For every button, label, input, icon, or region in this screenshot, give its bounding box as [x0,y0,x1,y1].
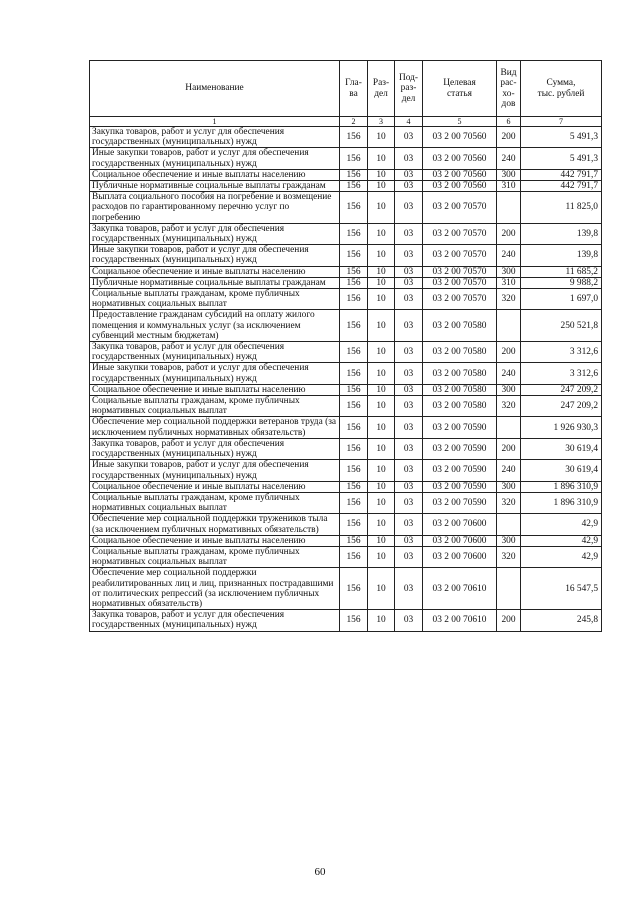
row-target-article: 03 2 00 70580 [423,363,497,384]
row-podrazdel: 03 [395,535,423,546]
col-number: 5 [423,117,497,127]
page-number: 60 [314,866,326,878]
row-target-article: 03 2 00 70580 [423,310,497,342]
row-sum: 5 491,3 [521,148,602,169]
row-vid: 300 [497,481,521,492]
row-razdel: 10 [368,310,395,342]
row-sum: 42,9 [521,514,602,535]
table-row [90,192,602,224]
row-podrazdel: 03 [395,568,423,610]
table-header-row [90,61,602,117]
table-row [90,417,602,438]
row-name: Закупка товаров, работ и услуг для обеспечения государственных (муниципальных) нужд [90,127,340,148]
row-sum: 247 209,2 [521,384,602,395]
row-target-article: 03 2 00 70560 [423,148,497,169]
table-row [90,514,602,535]
row-podrazdel: 03 [395,396,423,417]
row-vid: 300 [497,169,521,180]
row-target-article: 03 2 00 70560 [423,127,497,148]
row-target-article: 03 2 00 70570 [423,192,497,224]
row-podrazdel: 03 [395,363,423,384]
row-razdel: 10 [368,568,395,610]
row-target-article: 03 2 00 70610 [423,610,497,631]
row-glava: 156 [340,460,368,481]
row-name: Обеспечение мер социальной поддержки реабилитированных лиц и лиц, признанных пострадавшими от политических репрессий (за исключением публичных нормативных обязательств) [90,568,340,610]
row-name: Закупка товаров, работ и услуг для обеспечения государственных (муниципальных) нужд [90,438,340,459]
row-razdel: 10 [368,514,395,535]
row-glava: 156 [340,223,368,244]
row-razdel: 10 [368,396,395,417]
row-glava: 156 [340,492,368,513]
row-sum: 11 825,0 [521,192,602,224]
row-target-article: 03 2 00 70590 [423,417,497,438]
row-razdel: 10 [368,223,395,244]
row-glava: 156 [340,148,368,169]
row-glava: 156 [340,396,368,417]
row-sum: 5 491,3 [521,127,602,148]
row-name: Иные закупки товаров, работ и услуг для обеспечения государственных (муниципальных) нужд [90,460,340,481]
row-razdel: 10 [368,148,395,169]
row-podrazdel: 03 [395,384,423,395]
table-row [90,148,602,169]
row-target-article: 03 2 00 70580 [423,342,497,363]
row-target-article: 03 2 00 70590 [423,492,497,513]
row-razdel: 10 [368,342,395,363]
row-sum: 1 697,0 [521,289,602,310]
col-number: 1 [90,117,340,127]
row-podrazdel: 03 [395,223,423,244]
row-vid: 240 [497,245,521,266]
row-name: Закупка товаров, работ и услуг для обеспечения государственных (муниципальных) нужд [90,610,340,631]
col-header-target: Целевая статья [423,61,497,117]
col-number: 2 [340,117,368,127]
row-target-article: 03 2 00 70570 [423,266,497,277]
row-target-article: 03 2 00 70590 [423,481,497,492]
row-name: Социальное обеспечение и иные выплаты населению [90,481,340,492]
row-glava: 156 [340,277,368,288]
col-number: 7 [521,117,602,127]
row-razdel: 10 [368,546,395,567]
row-sum: 139,8 [521,245,602,266]
row-target-article: 03 2 00 70580 [423,396,497,417]
row-sum: 3 312,6 [521,342,602,363]
row-name: Социальное обеспечение и иные выплаты населению [90,384,340,395]
row-glava: 156 [340,266,368,277]
row-glava: 156 [340,438,368,459]
col-header-razdel: Раз- дел [368,61,395,117]
row-podrazdel: 03 [395,438,423,459]
row-sum: 245,8 [521,610,602,631]
table-row [90,310,602,342]
row-vid: 320 [497,492,521,513]
row-podrazdel: 03 [395,610,423,631]
row-sum: 42,9 [521,546,602,567]
row-sum: 1 896 310,9 [521,481,602,492]
row-podrazdel: 03 [395,169,423,180]
column-number-row [90,117,602,127]
row-vid [497,514,521,535]
row-razdel: 10 [368,169,395,180]
row-name: Обеспечение мер социальной поддержки ветеранов труда (за исключением публичных нормативных обязательств) [90,417,340,438]
table-row [90,266,602,277]
row-sum: 11 685,2 [521,266,602,277]
row-glava: 156 [340,514,368,535]
row-razdel: 10 [368,438,395,459]
row-vid: 300 [497,535,521,546]
row-name: Социальные выплаты гражданам, кроме публичных нормативных социальных выплат [90,546,340,567]
row-name: Закупка товаров, работ и услуг для обеспечения государственных (муниципальных) нужд [90,223,340,244]
col-number: 3 [368,117,395,127]
row-razdel: 10 [368,535,395,546]
row-vid: 200 [497,223,521,244]
col-header-name: Наименование [90,61,340,117]
table-row [90,169,602,180]
row-razdel: 10 [368,460,395,481]
row-vid [497,417,521,438]
row-vid: 200 [497,610,521,631]
row-target-article: 03 2 00 70570 [423,245,497,266]
table-row [90,481,602,492]
table-row [90,396,602,417]
row-razdel: 10 [368,492,395,513]
row-razdel: 10 [368,417,395,438]
row-name: Социальное обеспечение и иные выплаты населению [90,266,340,277]
row-podrazdel: 03 [395,245,423,266]
table-row [90,245,602,266]
row-glava: 156 [340,417,368,438]
row-name: Иные закупки товаров, работ и услуг для обеспечения государственных (муниципальных) нужд [90,363,340,384]
row-glava: 156 [340,363,368,384]
col-header-sum: Сумма, тыс. рублей [521,61,602,117]
table-row [90,610,602,631]
table-row [90,363,602,384]
row-name: Публичные нормативные социальные выплаты гражданам [90,277,340,288]
row-name: Закупка товаров, работ и услуг для обеспечения государственных (муниципальных) нужд [90,342,340,363]
row-target-article: 03 2 00 70570 [423,289,497,310]
row-glava: 156 [340,610,368,631]
row-glava: 156 [340,192,368,224]
row-vid [497,568,521,610]
row-razdel: 10 [368,266,395,277]
row-name: Социальные выплаты гражданам, кроме публичных нормативных социальных выплат [90,492,340,513]
row-target-article: 03 2 00 70610 [423,568,497,610]
row-name: Социальные выплаты гражданам, кроме публичных нормативных социальных выплат [90,396,340,417]
row-razdel: 10 [368,245,395,266]
row-glava: 156 [340,169,368,180]
row-target-article: 03 2 00 70600 [423,546,497,567]
row-vid: 240 [497,460,521,481]
row-podrazdel: 03 [395,310,423,342]
table-row [90,384,602,395]
row-target-article: 03 2 00 70560 [423,169,497,180]
table-row [90,460,602,481]
row-glava: 156 [340,546,368,567]
row-sum: 139,8 [521,223,602,244]
row-sum: 42,9 [521,535,602,546]
table-row [90,438,602,459]
row-vid [497,310,521,342]
row-name: Обеспечение мер социальной поддержки тружеников тыла (за исключением публичных нормативных обязательств) [90,514,340,535]
row-vid: 310 [497,277,521,288]
row-vid: 310 [497,181,521,192]
table-body [90,127,602,632]
row-podrazdel: 03 [395,266,423,277]
row-podrazdel: 03 [395,492,423,513]
row-sum: 30 619,4 [521,438,602,459]
col-header-glava: Гла- ва [340,61,368,117]
row-target-article: 03 2 00 70580 [423,384,497,395]
row-vid: 240 [497,148,521,169]
row-vid [497,192,521,224]
row-razdel: 10 [368,610,395,631]
row-vid: 200 [497,438,521,459]
row-razdel: 10 [368,481,395,492]
row-vid: 300 [497,266,521,277]
row-sum: 247 209,2 [521,396,602,417]
row-glava: 156 [340,127,368,148]
row-sum: 250 521,8 [521,310,602,342]
row-glava: 156 [340,181,368,192]
row-vid: 300 [497,384,521,395]
row-target-article: 03 2 00 70570 [423,277,497,288]
row-podrazdel: 03 [395,289,423,310]
row-podrazdel: 03 [395,417,423,438]
col-number: 4 [395,117,423,127]
row-glava: 156 [340,481,368,492]
row-glava: 156 [340,342,368,363]
row-vid: 240 [497,363,521,384]
row-glava: 156 [340,384,368,395]
row-name: Иные закупки товаров, работ и услуг для обеспечения государственных (муниципальных) нужд [90,148,340,169]
row-razdel: 10 [368,384,395,395]
row-target-article: 03 2 00 70590 [423,460,497,481]
row-name: Социальное обеспечение и иные выплаты населению [90,169,340,180]
table-row [90,342,602,363]
budget-table-container [89,60,601,632]
table-row [90,546,602,567]
row-vid: 200 [497,127,521,148]
row-podrazdel: 03 [395,514,423,535]
row-target-article: 03 2 00 70600 [423,535,497,546]
table-row [90,223,602,244]
row-podrazdel: 03 [395,127,423,148]
row-target-article: 03 2 00 70600 [423,514,497,535]
row-target-article: 03 2 00 70590 [423,438,497,459]
row-glava: 156 [340,245,368,266]
budget-table [89,60,602,632]
row-glava: 156 [340,535,368,546]
row-podrazdel: 03 [395,546,423,567]
col-header-podrazdel: Под- раз- дел [395,61,423,117]
row-podrazdel: 03 [395,460,423,481]
col-header-vid: Вид рас- хо- дов [497,61,521,117]
row-razdel: 10 [368,127,395,148]
table-row [90,181,602,192]
row-podrazdel: 03 [395,181,423,192]
row-name: Социальные выплаты гражданам, кроме публичных нормативных социальных выплат [90,289,340,310]
row-target-article: 03 2 00 70570 [423,223,497,244]
row-sum: 1 926 930,3 [521,417,602,438]
row-podrazdel: 03 [395,481,423,492]
row-vid: 320 [497,289,521,310]
row-podrazdel: 03 [395,277,423,288]
row-podrazdel: 03 [395,342,423,363]
row-podrazdel: 03 [395,148,423,169]
row-name: Иные закупки товаров, работ и услуг для обеспечения государственных (муниципальных) нужд [90,245,340,266]
table-row [90,535,602,546]
row-name: Выплата социального пособия на погребение и возмещение расходов по гарантированному перечню услуг по погребению [90,192,340,224]
row-glava: 156 [340,568,368,610]
row-target-article: 03 2 00 70560 [423,181,497,192]
row-glava: 156 [340,289,368,310]
row-vid: 320 [497,546,521,567]
row-sum: 30 619,4 [521,460,602,481]
row-sum: 9 988,2 [521,277,602,288]
row-vid: 320 [497,396,521,417]
row-sum: 3 312,6 [521,363,602,384]
table-row [90,492,602,513]
row-podrazdel: 03 [395,192,423,224]
row-razdel: 10 [368,363,395,384]
row-sum: 442 791,7 [521,181,602,192]
row-sum: 442 791,7 [521,169,602,180]
row-name: Социальное обеспечение и иные выплаты населению [90,535,340,546]
row-vid: 200 [497,342,521,363]
row-name: Публичные нормативные социальные выплаты гражданам [90,181,340,192]
table-row [90,289,602,310]
table-row [90,568,602,610]
row-name: Предоставление гражданам субсидий на оплату жилого помещения и коммунальных услуг (за исключением субвенций местным бюджетам) [90,310,340,342]
row-glava: 156 [340,310,368,342]
row-razdel: 10 [368,181,395,192]
row-razdel: 10 [368,277,395,288]
table-row [90,127,602,148]
row-sum: 16 547,5 [521,568,602,610]
row-sum: 1 896 310,9 [521,492,602,513]
row-razdel: 10 [368,192,395,224]
row-razdel: 10 [368,289,395,310]
col-number: 6 [497,117,521,127]
table-row [90,277,602,288]
